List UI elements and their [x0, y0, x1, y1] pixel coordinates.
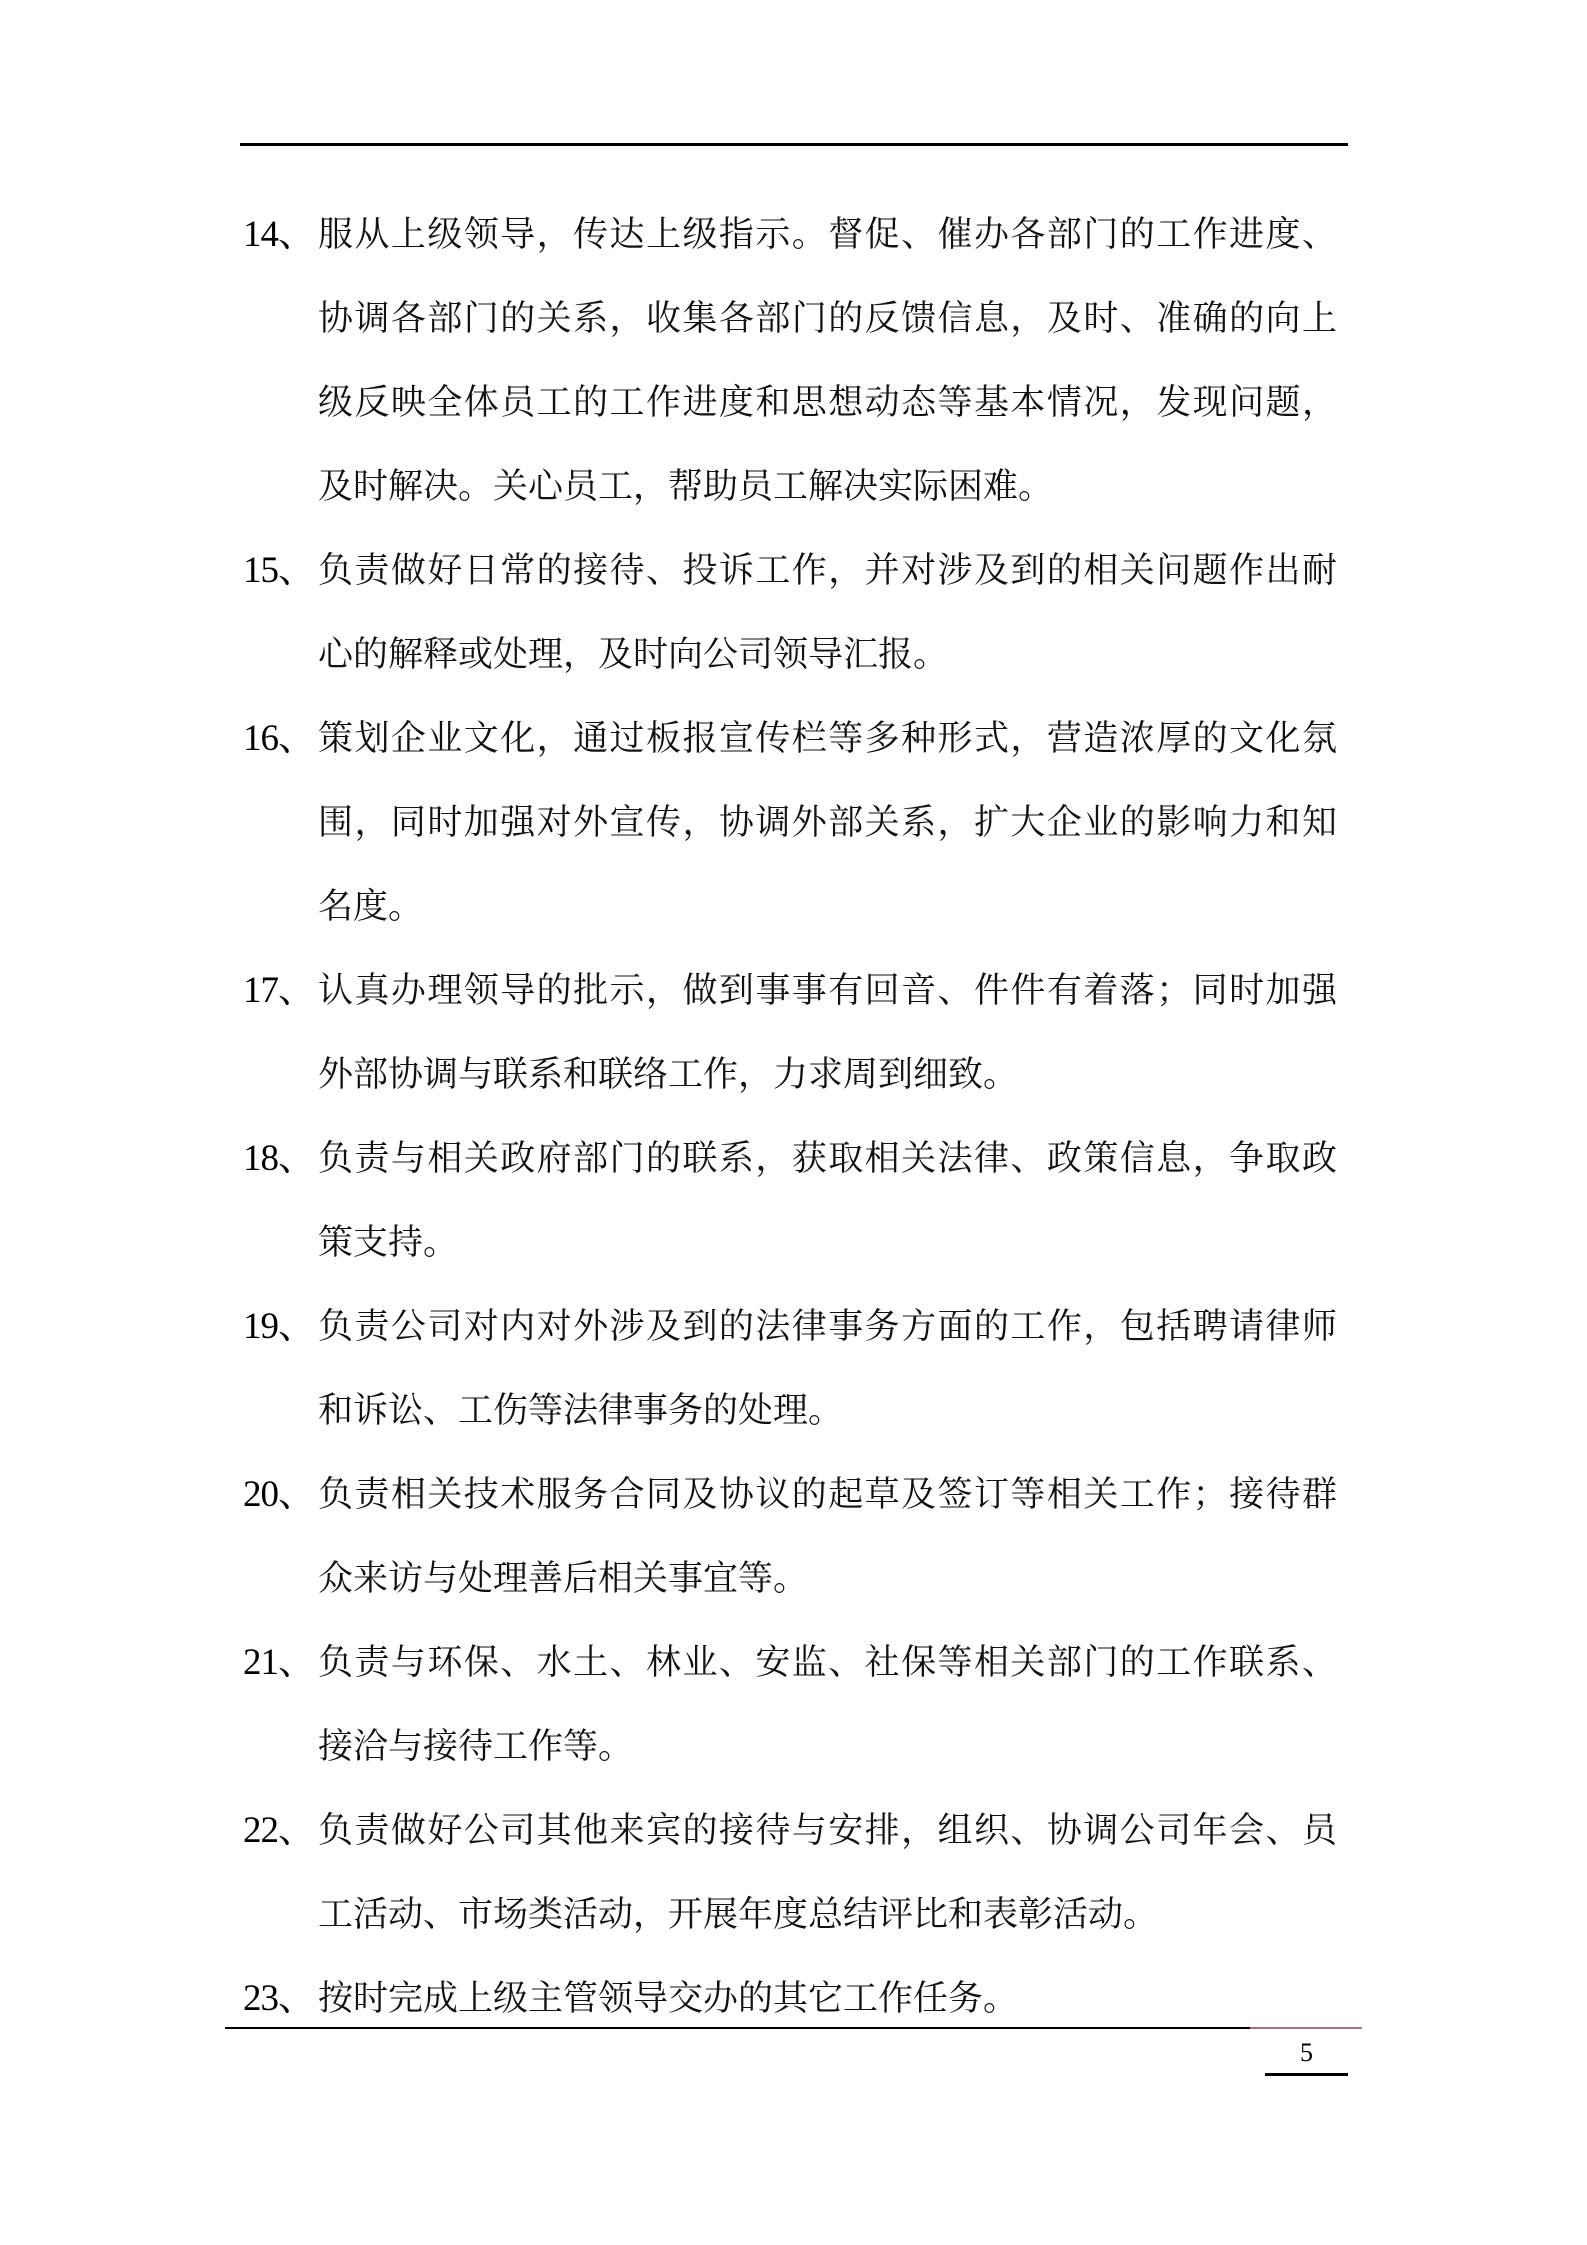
list-item-21 — [243, 1621, 1337, 1789]
item-text-line: 负责与相关政府部门的联系，获取相关法律、政策信息，争取政 — [318, 1139, 1337, 1179]
item-number: 15、 — [243, 550, 314, 591]
footer-rule-accent — [1250, 2027, 1362, 2029]
item-text-line: 负责做好日常的接待、投诉工作，并对涉及到的相关问题作出耐 — [318, 551, 1337, 591]
item-text-line: 级反映全体员工的工作进度和思想动态等基本情况，发现问题， — [318, 383, 1337, 423]
item-text-line: 围，同时加强对外宣传，协调外部关系，扩大企业的影响力和知 — [318, 803, 1337, 843]
item-text-line: 心的解释或处理，及时向公司领导汇报。 — [318, 635, 949, 675]
item-text-line: 策支持。 — [318, 1223, 459, 1263]
header-rule — [240, 143, 1348, 146]
list-item-16 — [243, 697, 1337, 949]
item-number: 19、 — [243, 1306, 314, 1347]
list-item-14 — [243, 193, 1337, 529]
item-text-line: 工活动、市场类活动，开展年度总结评比和表彰活动。 — [318, 1895, 1159, 1935]
list-item-20 — [243, 1453, 1337, 1621]
item-text-line: 负责公司对内对外涉及到的法律事务方面的工作，包括聘请律师 — [318, 1307, 1337, 1347]
item-number: 22、 — [243, 1810, 314, 1851]
item-number: 16、 — [243, 718, 314, 759]
item-text-line: 接洽与接待工作等。 — [318, 1727, 634, 1767]
list-item-22 — [243, 1789, 1337, 1957]
item-text-line: 外部协调与联系和联络工作，力求周到细致。 — [318, 1055, 1019, 1095]
item-text-line: 负责相关技术服务合同及协议的起草及签订等相关工作；接待群 — [318, 1475, 1337, 1515]
item-text-line: 服从上级领导，传达上级指示。督促、催办各部门的工作进度、 — [318, 215, 1337, 255]
page-number: 5 — [1300, 2038, 1313, 2067]
item-number: 21、 — [243, 1642, 314, 1683]
document-body — [243, 193, 1337, 2041]
item-text-line: 名度。 — [318, 887, 424, 927]
item-number: 23、 — [243, 1978, 314, 2019]
list-item-19 — [243, 1285, 1337, 1453]
item-text-line: 负责做好公司其他来宾的接待与安排，组织、协调公司年会、员 — [318, 1811, 1337, 1851]
item-text-line: 及时解决。关心员工，帮助员工解决实际困难。 — [318, 467, 1054, 507]
item-text-line: 和诉讼、工伤等法律事务的处理。 — [318, 1391, 844, 1431]
item-number: 18、 — [243, 1138, 314, 1179]
footer-rule — [225, 2027, 1250, 2029]
item-text-line: 负责与环保、水土、林业、安监、社保等相关部门的工作联系、 — [318, 1643, 1337, 1683]
list-item-15 — [243, 529, 1337, 697]
page-number-underline — [1265, 2073, 1348, 2076]
list-item-18 — [243, 1117, 1337, 1285]
item-number: 14、 — [243, 214, 314, 255]
item-text-line: 按时完成上级主管领导交办的其它工作任务。 — [318, 1979, 1019, 2019]
item-number: 20、 — [243, 1474, 314, 1515]
item-text-line: 策划企业文化，通过板报宣传栏等多种形式，营造浓厚的文化氛 — [318, 719, 1337, 759]
item-number: 17、 — [243, 970, 314, 1011]
item-text-line: 认真办理领导的批示，做到事事有回音、件件有着落；同时加强 — [318, 971, 1337, 1011]
item-text-line: 众来访与处理善后相关事宜等。 — [318, 1559, 809, 1599]
list-item-17 — [243, 949, 1337, 1117]
item-text-line: 协调各部门的关系，收集各部门的反馈信息，及时、准确的向上 — [318, 299, 1337, 339]
